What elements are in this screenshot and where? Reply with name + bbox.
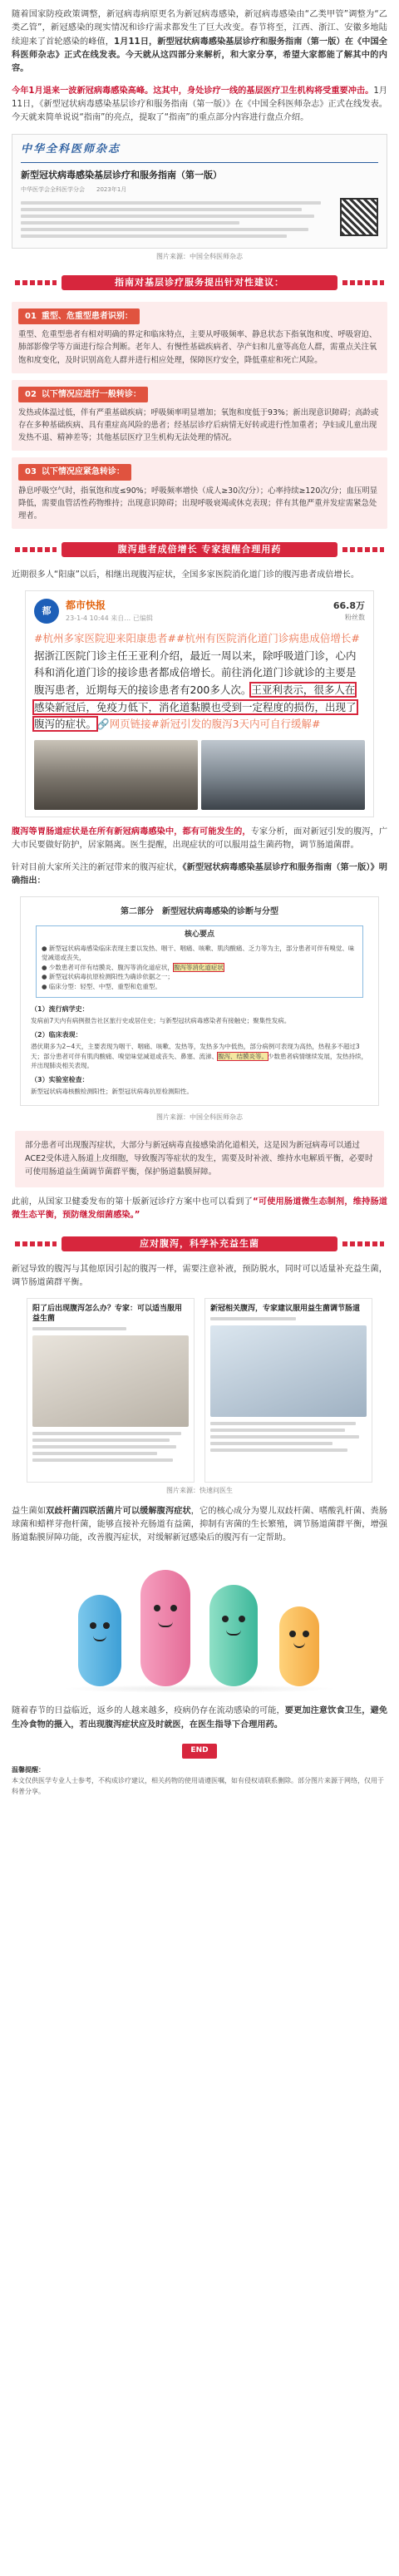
intro-red-text: 今年1月退来一波新冠病毒感染高峰。这其中，身处诊疗一线的基层医疗卫生机构将受重要冲击。 [12, 86, 374, 96]
intro-bold-text: 1月11日，新型冠状病毒感染基层诊疗和服务指南（第一版）在《中国全科医师杂志》正式在线发表。今天就从这四部分来解析，和大家分享，希望大家都能了解其中的内容。 [12, 37, 387, 74]
intro-text-2: 1月11日，《新型冠状病毒感染基层诊疗和服务指南（第一版）》在《中国全科医师杂志》正式在线发表。今天就来简单说说“指南”的亮点，提取了“指南”的重点部分内容进行盘点介绍。 [12, 86, 387, 123]
guideline-text: 新型冠状病毒核酸检测阳性；新型冠状病毒抗原检测阳性。 [31, 1088, 193, 1096]
key-points-box [36, 925, 363, 998]
weibo-account-name: 都市快报 [66, 600, 106, 612]
image-caption: 图片来源：中国全科医师杂志 [156, 252, 243, 260]
article-screenshot [204, 1298, 372, 1483]
guideline-subheading: （2）临床表现： [31, 1030, 82, 1039]
section-banner-label: 腹泻患者成倍增长 专家提醒合理用药 [117, 544, 282, 555]
journal-article-title: 新型冠状病毒感染基层诊疗和服务指南（第一版） [21, 169, 222, 180]
section-banner-label: 应对腹泻，科学补充益生菌 [140, 1237, 259, 1249]
guideline-text: 发病前7天内有病例报告社区旅行史或居住史；与新型冠状病毒感染者有接触史；聚集性发病。 [31, 1017, 291, 1025]
intro-text: 随着国家防疫政策调整，新冠病毒病原更名为新冠病毒感染，新冠病毒感染由“乙类甲管”调整为“乙类乙管”，新冠感染的现实情况和诊疗需求都发生了巨大改变。春节将至，江西、浙江、安徽多地陆续迎来了首轮感染的峰值， [12, 10, 387, 47]
qr-code-icon [340, 198, 378, 236]
tip-body: 重型、危重型患者有相对明确的界定和临床特点，主要从呼吸频率、静息状态下指氧饱和度、呼吸窘迫、肺部影像学等方面进行综合判断。老年人、有慢性基础疾病者、孕产妇和儿童等高危人群，需重点关注氧饱和度变化，及时识别高危人群并进行相应处理，保障医疗安全，降低重症和死亡风险。 [18, 330, 377, 365]
tip-box-2 [12, 380, 387, 452]
weibo-post-screenshot [25, 590, 374, 817]
paragraph: 近期很多人“阳康”以后，相继出现腹泻症状，全国多家医院消化道门诊的腹泻患者成倍增长。 [12, 570, 360, 580]
mascot-character [279, 1606, 319, 1686]
guideline-section-title: 第二部分 新型冠状病毒感染的诊断与分型 [121, 907, 278, 917]
weibo-post-text: #杭州多家医院迎来阳康患者##杭州有医院消化道门诊病患成倍增长# 据浙江医院门诊主任王亚利介绍，最近一周以来，除呼吸道门诊，心内科和消化道门诊的接诊患者都成倍增长。前往消化道门诊就诊的主要是腹泻患者，近期每天的接诊患者有200多人次。王亚利表示，很多人在感染新冠后，免疫力低下，消化道黏膜也受到一定程度的损伤，出现了腹泻的症状。🔗网页链接#新冠引发的腹泻3天内可自行缓解# [34, 632, 360, 731]
guideline-subheading: （1）流行病学史： [31, 1004, 89, 1013]
journal-body [21, 198, 378, 241]
article-image [32, 1335, 189, 1427]
journal-text-block [21, 198, 333, 241]
journal-logo: 中华全科医师杂志 [21, 142, 121, 155]
tip-box-1 [12, 302, 387, 373]
mascot-character [140, 1570, 190, 1686]
intro-paragraph-1 [12, 8, 387, 76]
section-banner-label: 指南对基层诊疗服务提出针对性建议： [115, 277, 284, 289]
key-point: ● 少数患者可伴有结膜炎、腹泻等消化道症状，腹泻等消化道症状 [42, 963, 224, 971]
footer-heading: 温馨提醒： [12, 1766, 45, 1774]
tip-body: 静息呼吸空气时，指氧饱和度≤90%；呼吸频率增快（成人≥30次/分）；心率持续≥120次/分；血压明显降低，需要血管活性药物维持；出现意识障碍；出现呼吸衰竭或休克表现；伴有其他严重并发症需紧急处理者。 [18, 486, 378, 521]
weibo-header [34, 598, 365, 624]
section-banner [12, 539, 387, 560]
weibo-post-meta: 23-1-4 10:44 来自… 已编辑 [66, 614, 153, 622]
divider [21, 162, 378, 163]
footer-note [12, 1765, 387, 1804]
article-screenshots [27, 1298, 372, 1483]
probiotic-mascot-illustration [62, 1555, 337, 1696]
paragraph: 此前，从国家卫健委发布的第十版新冠诊疗方案中也可以看到了“可使用肠道微生态制剂，维持肠道微生态平衡，预防继发细菌感染。” [12, 1197, 387, 1221]
paragraph: 腹泻等胃肠道症状是在所有新冠病毒感染中，都有可能发生的，专家分析，面对新冠引发的腹泻，广大市民要做好防护，居家隔离。医生提醒，出现症状的可以服用益生菌药物，调节肠道菌群。 [12, 827, 388, 851]
weibo-follower-count: 66.8万 粉丝数 [332, 600, 365, 621]
quote-box: 部分患者可出现腹泻症状，大部分与新冠病毒直接感染消化道相关，这是因为新冠病毒可以通过ACE2受体进入肠道上皮细胞，导致腹泻等症状的发生，需要及时补液、维持水电解质平衡，必要时可使用肠道益生菌调节菌群平衡，保护肠道黏膜屏障。 [15, 1131, 384, 1187]
web-link[interactable]: 🔗网页链接 [96, 718, 151, 731]
tip-heading: 01 重型、危重型患者识别： [18, 308, 140, 325]
guideline-subheading: （3）实验室检查： [31, 1075, 89, 1083]
article [0, 8, 399, 1804]
paragraph: 益生菌如双歧杆菌四联活菌片可以缓解腹泻症状，它的核心成分为婴儿双歧杆菌、嗜酸乳杆菌、粪肠球菌和蜡样芽孢杆菌，能够直接补充肠道有益菌，抑制有害菌的生长繁殖，调节肠道菌群平衡，增强肠道黏膜屏障功能，改善腹泻症状，对缓解新冠感染后的腹泻有一定帮助。 [12, 1506, 388, 1543]
journal-screenshot [12, 134, 387, 249]
article-screenshot [27, 1298, 195, 1483]
paragraph: 随着春节的日益临近，返乡的人越来越多，疫病仍存在流动感染的可能，要更加注意饮食卫生，避免生冷食物的摄入，若出现腹泻症状应及时就医，在医生指导下合理用药。 [12, 1706, 388, 1730]
key-points-heading: 核心要点 [184, 930, 214, 939]
article-title: 新冠相关腹泻，专家建议服用益生菌调节肠道 [210, 1305, 361, 1314]
mascot-character [78, 1595, 121, 1686]
tip-box-3 [12, 457, 387, 529]
journal-meta: 中华医学会全科医学分会 2023年1月 [21, 185, 127, 193]
paragraph: 针对目前大家所关注的新冠带来的腹泻症状，《新型冠状病毒感染基层诊疗和服务指南（第一版）》明确指出： [12, 862, 387, 886]
key-point: ● 新型冠状病毒抗原检测阳性为确诊依据之一； [42, 973, 174, 981]
tip-body: 发热或体温过低，伴有严重基础疾病；呼吸频率明显增加；氧饱和度低于93%；新出现意识障碍；高龄或存在多种基础疾病、具有重症高风险的患者；经基层诊疗后病情无好转或进行性加重者；孕妇或儿童出现发热不退、精神差等；其他基层医疗卫生机构无法处理的情况。 [18, 408, 379, 443]
intro-paragraph-2 [12, 85, 387, 126]
hashtag-link[interactable]: #新冠引发的腹泻3天内可自行缓解# [150, 718, 321, 731]
hashtag-link[interactable]: #杭州多家医院迎来阳康患者# [34, 632, 176, 645]
tip-heading: 02 以下情况应进行一般转诊： [18, 387, 148, 403]
image-caption: 图片来源：中国全科医师杂志 [156, 1113, 243, 1121]
weibo-photos [34, 740, 365, 810]
article-title: 阳了后出现腹泻怎么办？专家：可以适当服用益生菌 [32, 1305, 183, 1324]
article-image [210, 1325, 367, 1417]
tip-heading: 03 以下情况应紧急转诊： [18, 464, 131, 481]
hashtag-link[interactable]: #杭州有医院消化道门诊病患成倍增长# [175, 632, 360, 645]
section-banner [12, 1233, 387, 1255]
avatar: 都 [34, 599, 59, 624]
key-point: ● 新型冠状病毒感染临床表现主要以发热、咽干、咽痛、咳嗽、肌肉酸痛、乏力等为主，部分患者可伴有嗅觉、味觉减退或丧失， [42, 944, 355, 962]
guideline-text: 潜伏期多为2~4天，主要表现为咽干、咽痛、咳嗽、发热等，发热多为中低热，部分病例可表现为高热，热程多不超过3天；部分患者可伴有肌肉酸痛、嗅觉味觉减退或丧失、鼻塞、流涕、腹泻、结膜炎等。少数患者病情继续发展，发热持续，并出现肺炎相关表现。 [31, 1043, 367, 1070]
section-banner [12, 272, 387, 294]
highlighted-quote: 王亚利表示，很多人在感染新冠后，免疫力低下，消化道黏膜也受到一定程度的损伤，出现了腹泻的症状。 [34, 683, 357, 731]
hospital-photo[interactable] [201, 740, 365, 810]
paragraph: 新冠导致的腹泻与其他原因引起的腹泻一样，需要注意补液，预防脱水，同时可以适量补充益生菌，调节肠道菌群平衡。 [12, 1264, 387, 1287]
image-caption: 图片来源：快速问医生 [166, 1487, 233, 1495]
end-marker: END [12, 1744, 387, 1759]
guideline-screenshot [20, 896, 379, 1106]
mascot-character [209, 1585, 258, 1686]
key-point: ● 临床分型：轻型、中型、重型和危重型。 [42, 983, 161, 991]
hospital-photo[interactable] [34, 740, 198, 810]
footer-text: 本文仅供医学专业人士参考，不构成诊疗建议，相关药物的使用请遵医嘱，如有侵权请联系删除。部分图片来源于网络，仅用于科普分享。 [12, 1776, 384, 1795]
